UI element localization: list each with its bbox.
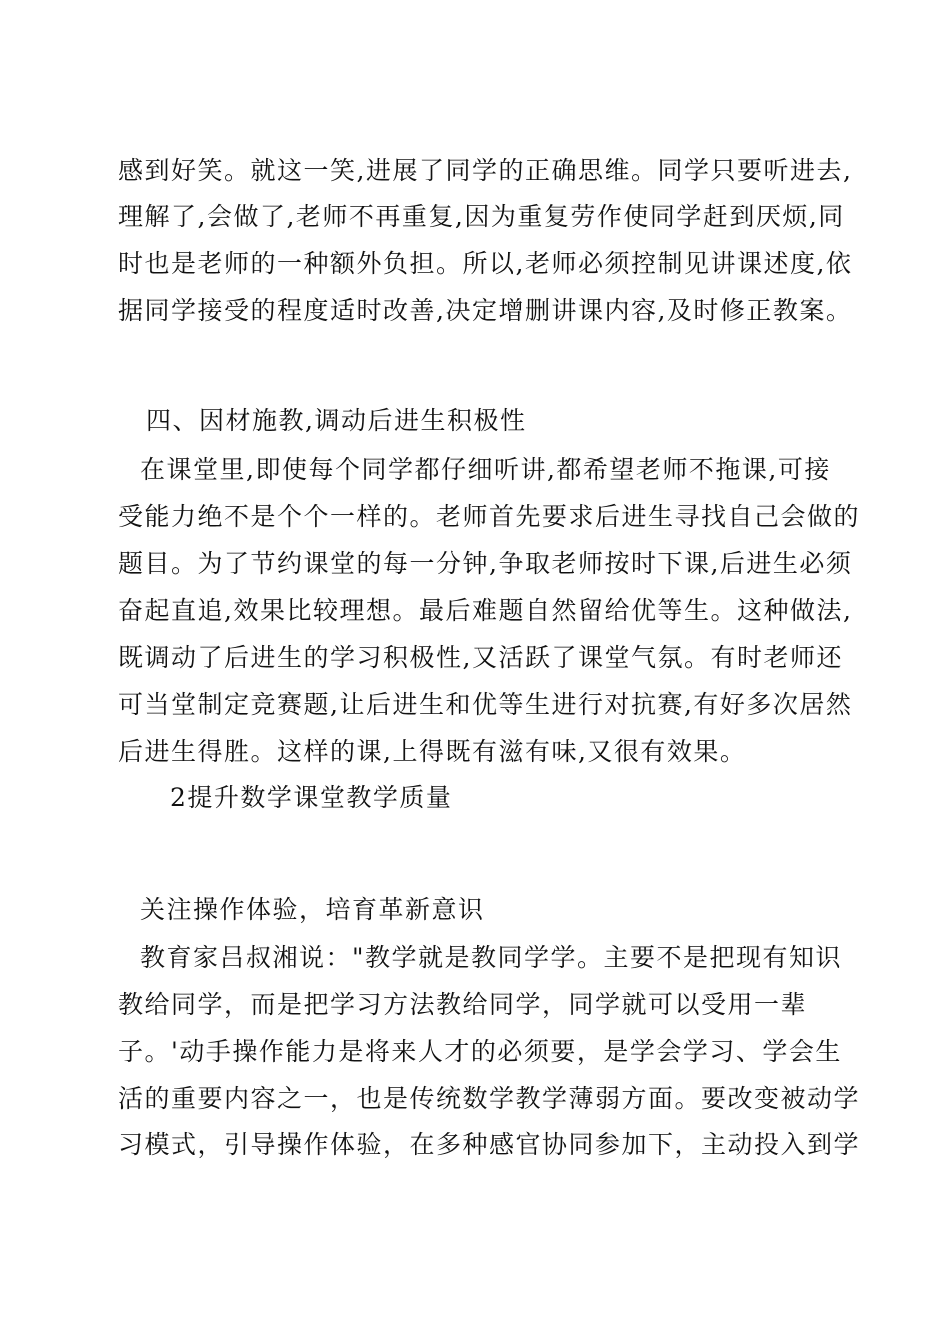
paragraph-line: 习模式，引导操作体验，在多种感官协同参加下，主动投入到学	[118, 1130, 861, 1159]
paragraph-line: 据同学接受的程度适时改善,决定增删讲课内容,及时修正教案。	[118, 296, 853, 325]
paragraph-line: 理解了,会做了,老师不再重复,因为重复劳作使同学赶到厌烦,同	[118, 202, 845, 231]
section-heading: 四、因材施教,调动后进生积极性	[146, 406, 527, 435]
paragraph-line: 可当堂制定竞赛题,让后进生和优等生进行对抗赛,有好多次居然	[118, 690, 853, 719]
paragraph-line: 活的重要内容之一，也是传统数学教学薄弱方面。要改变被动学	[118, 1084, 861, 1113]
paragraph-line: 题目。为了节约课堂的每一分钟,争取老师按时下课,后进生必须	[118, 549, 853, 578]
paragraph-line: 时也是老师的一种额外负担。所以,老师必须控制见讲课述度,依	[118, 249, 853, 278]
paragraph-line: 子。'动手操作能力是将来人才的必须要，是学会学习、学会生	[118, 1037, 842, 1066]
paragraph-line: 感到好笑。就这一笑,进展了同学的正确思维。同学只要听进去,	[118, 156, 853, 185]
paragraph-line: 教给同学，而是把学习方法教给同学，同学就可以受用一辈	[118, 990, 808, 1019]
subheading: 关注操作体验，培育革新意识	[140, 895, 485, 924]
paragraph-line: 在课堂里,即使每个同学都仔细听讲,都希望老师不拖课,可接	[140, 455, 831, 484]
paragraph-line: 后进生得胜。这样的课,上得既有滋有味,又很有效果。	[118, 737, 747, 766]
paragraph-line: 既调动了后进生的学习积极性,又活跃了课堂气氛。有时老师还	[118, 643, 843, 672]
paragraph-line: 受能力绝不是个个一样的。老师首先要求后进生寻找自己会做的	[118, 502, 861, 531]
paragraph-line: 奋起直追,效果比较理想。最后难题自然留给优等生。这种做法,	[118, 596, 853, 625]
paragraph-line: 教育家吕叔湘说："教学就是教同学学。主要不是把现有知识	[140, 943, 843, 972]
section-title: 2提升数学课堂教学质量	[170, 783, 453, 812]
